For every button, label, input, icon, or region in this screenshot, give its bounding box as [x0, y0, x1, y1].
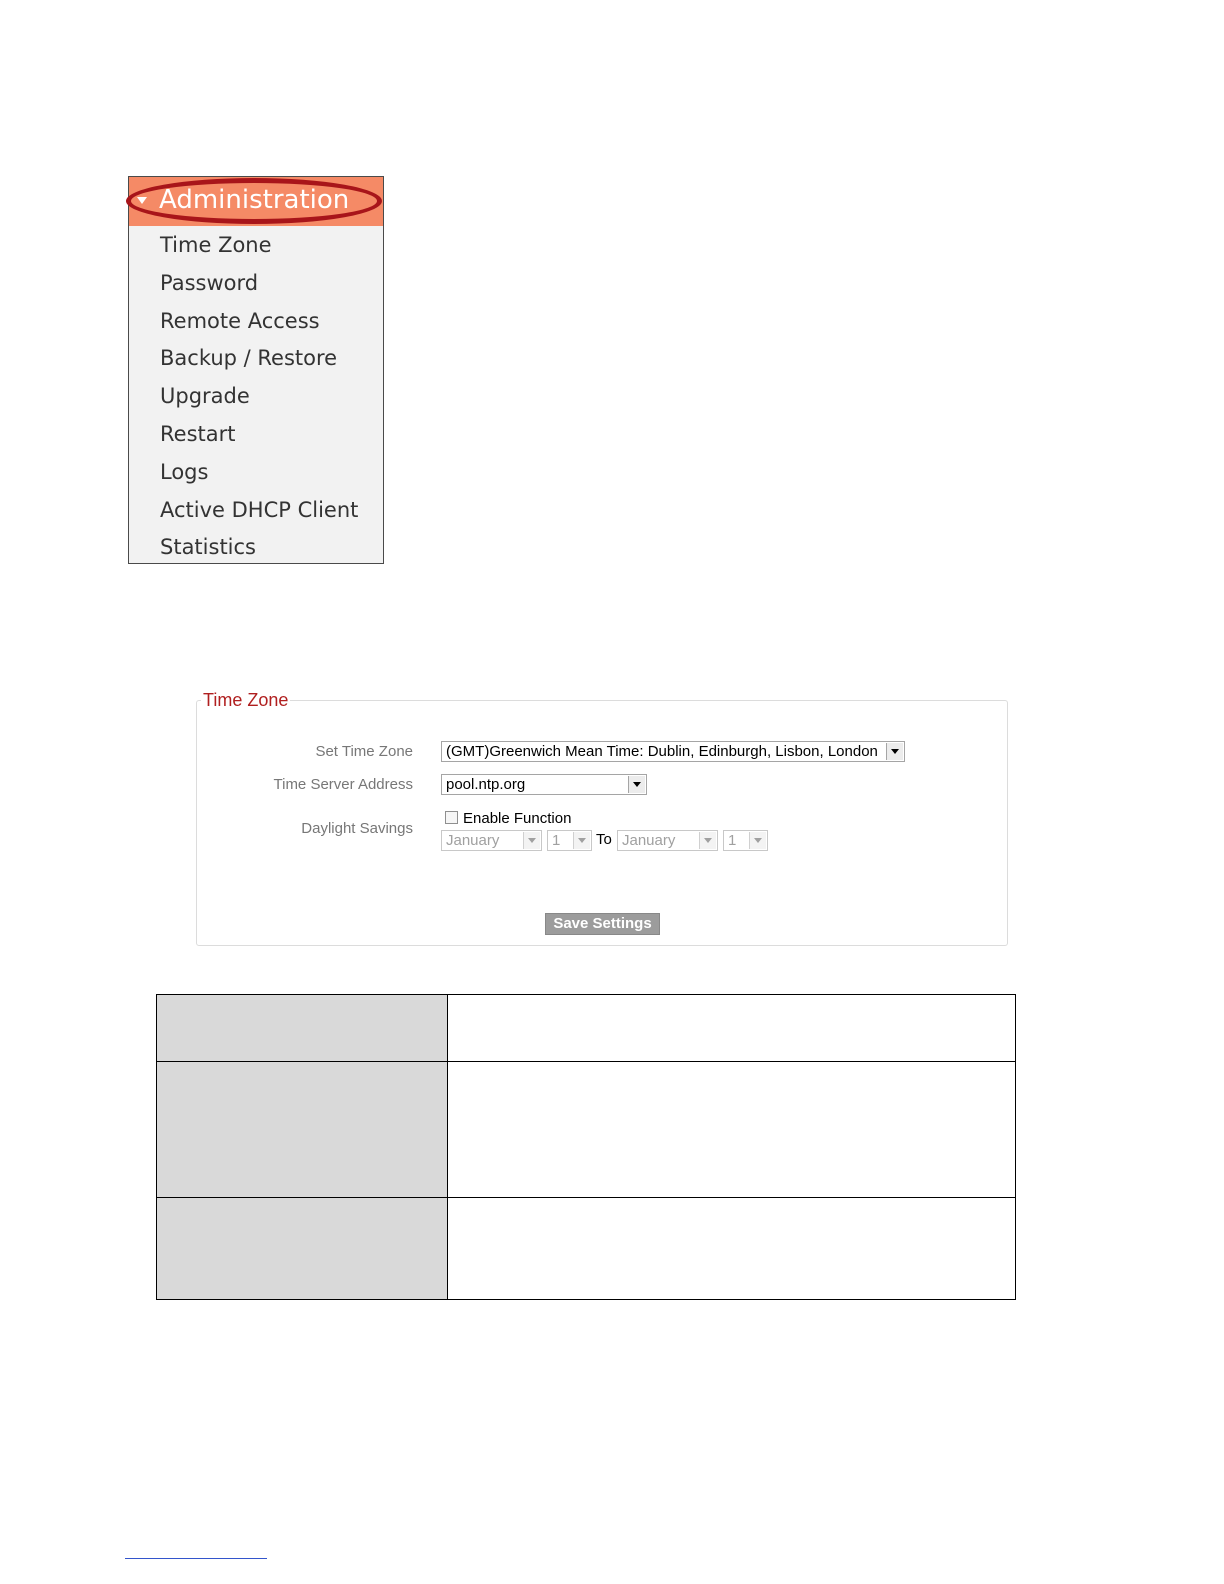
menu-item-active-dhcp-client[interactable]: Active DHCP Client — [160, 497, 359, 522]
dst-start-month-value: January — [446, 832, 500, 849]
dst-start-day-value: 1 — [552, 832, 561, 849]
dst-end-day-value: 1 — [728, 832, 737, 849]
menu-item-backup-restore[interactable]: Backup / Restore — [160, 346, 338, 371]
enable-function-label: Enable Function — [463, 810, 572, 827]
description-table — [156, 994, 1016, 1300]
dropdown-arrow-icon — [628, 776, 645, 793]
dropdown-arrow-icon — [573, 832, 590, 849]
daylight-savings-label: Daylight Savings — [301, 820, 413, 837]
table-key-cell — [157, 995, 448, 1062]
menu-item-password[interactable]: Password — [160, 270, 259, 295]
dst-start-month-select[interactable] — [441, 830, 542, 851]
admin-menu — [128, 176, 384, 564]
menu-item-time-zone[interactable]: Time Zone — [160, 233, 272, 257]
dst-start-day-select[interactable] — [547, 830, 592, 851]
time-server-select-value: pool.ntp.org — [446, 776, 526, 793]
dropdown-arrow-icon — [523, 832, 540, 849]
dst-end-day-select[interactable] — [723, 830, 768, 851]
table-value-cell — [448, 1198, 1016, 1300]
time-zone-panel — [196, 690, 1008, 946]
menu-item-remote-access[interactable]: Remote Access — [160, 308, 320, 333]
set-time-zone-label: Set Time Zone — [315, 743, 413, 760]
highlight-ellipse — [126, 178, 382, 224]
dropdown-arrow-icon — [749, 832, 766, 849]
panel-title: Time Zone — [203, 690, 289, 710]
menu-item-upgrade[interactable]: Upgrade — [160, 384, 250, 409]
table-key-cell — [157, 1062, 448, 1198]
table-value-cell — [448, 995, 1016, 1062]
menu-item-statistics[interactable]: Statistics — [160, 535, 256, 560]
footer-link-underline[interactable] — [125, 1558, 267, 1559]
menu-header-label: Administration — [159, 185, 350, 215]
dst-end-month-value: January — [622, 832, 676, 849]
dst-end-month-select[interactable] — [617, 830, 718, 851]
menu-item-restart[interactable]: Restart — [160, 421, 236, 446]
table-row — [157, 1062, 1016, 1198]
time-server-select[interactable] — [441, 774, 647, 795]
menu-item-list — [129, 227, 383, 567]
table-value-cell — [448, 1062, 1016, 1198]
dropdown-arrow-icon — [886, 743, 903, 760]
time-zone-select-value: (GMT)Greenwich Mean Time: Dublin, Edinburgh, Lisbon, London — [446, 743, 878, 760]
table-row — [157, 1198, 1016, 1300]
time-zone-select[interactable] — [441, 741, 905, 762]
save-settings-button[interactable]: Save Settings — [545, 913, 660, 935]
time-server-label: Time Server Address — [273, 776, 413, 793]
table-key-cell — [157, 1198, 448, 1300]
dropdown-arrow-icon — [699, 832, 716, 849]
enable-function-checkbox[interactable] — [445, 811, 458, 824]
menu-header-administration[interactable] — [129, 177, 383, 226]
table-row — [157, 995, 1016, 1062]
menu-item-logs[interactable]: Logs — [160, 459, 209, 484]
dst-to-label: To — [596, 831, 612, 848]
